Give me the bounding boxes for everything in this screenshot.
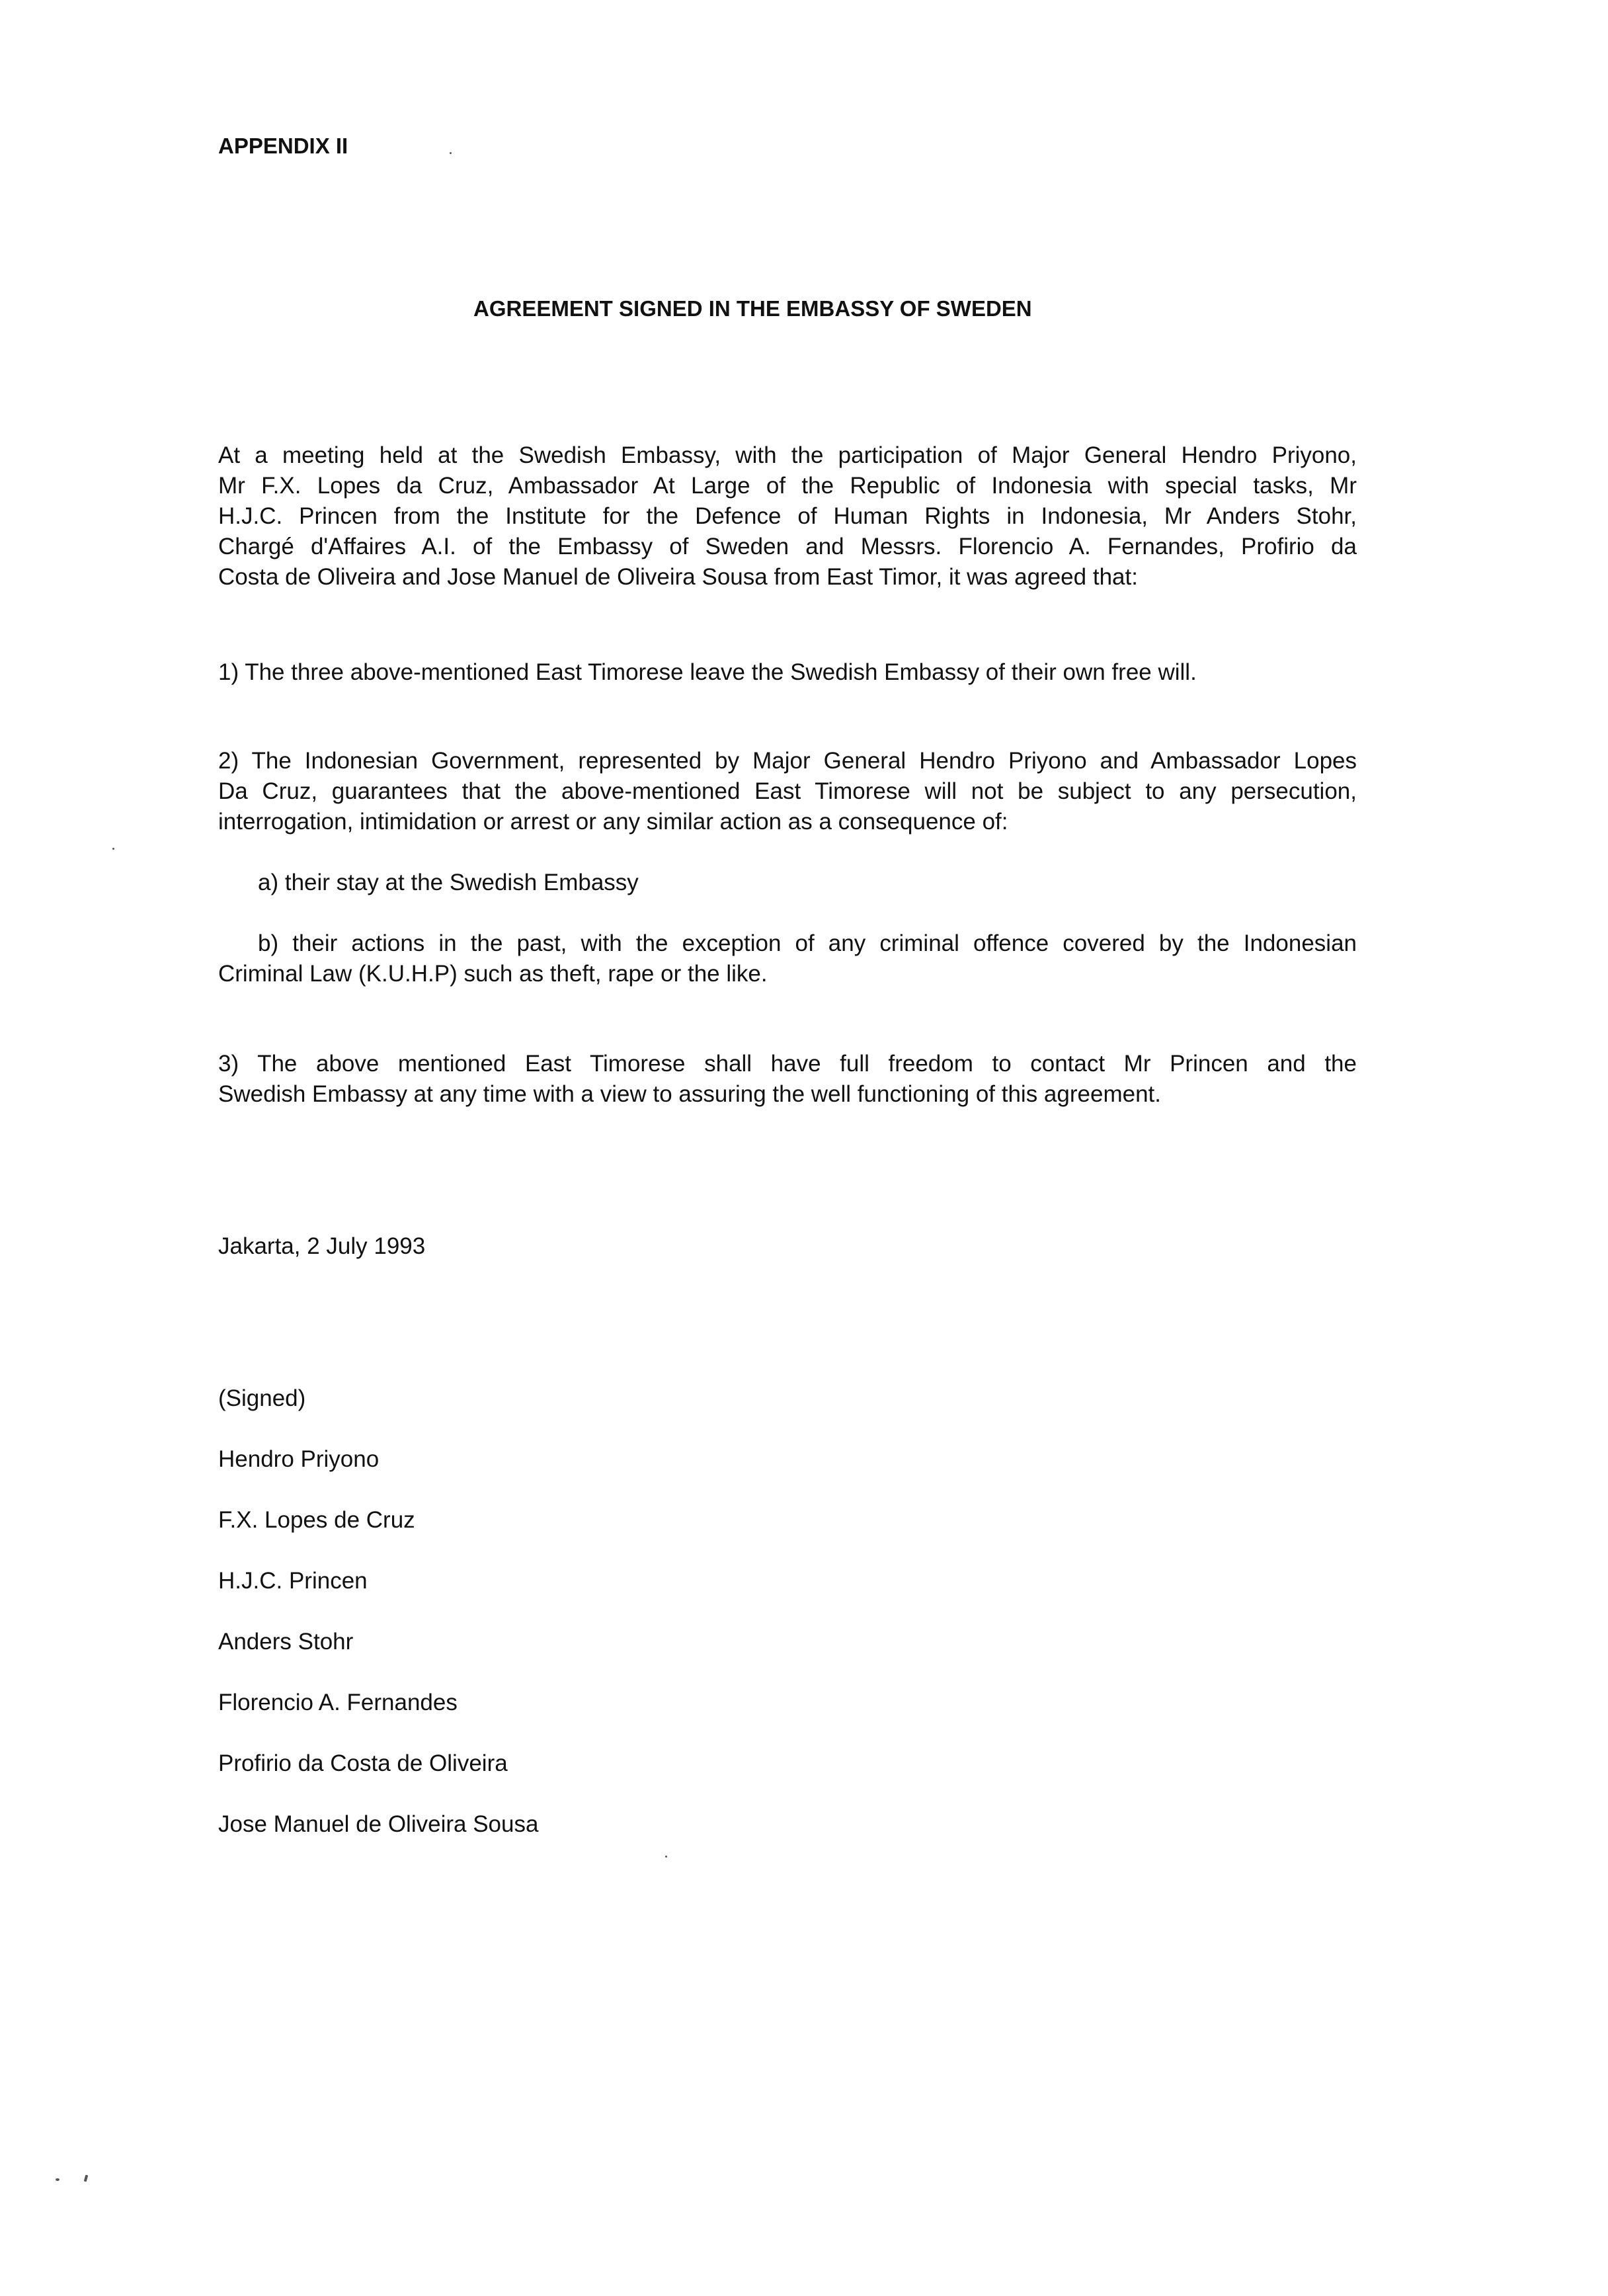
clause-2-sub-a: a) their stay at the Swedish Embassy [258, 870, 639, 895]
scan-speck [56, 2178, 60, 2181]
clause-3-line: Swedish Embassy at any time with a view to assuring the well functioning of this agreement. [218, 1081, 1161, 1107]
clause-2-sub-b-line: b) their actions in the past, with the exception of any criminal offence covered by the Indonesian [258, 930, 1357, 956]
place-date: Jakarta, 2 July 1993 [218, 1233, 426, 1259]
clause-2-line: 2) The Indonesian Government, represented by Major General Hendro Priyono and Ambassador Lopes [218, 748, 1357, 774]
intro-line: Mr F.X. Lopes da Cruz, Ambassador At Large of the Republic of Indonesia with special tasks, Mr [218, 473, 1357, 499]
signatory-name: Profirio da Costa de Oliveira [218, 1750, 508, 1776]
clause-1: 1) The three above-mentioned East Timorese leave the Swedish Embassy of their own free will. [218, 659, 1197, 685]
intro-line: Costa de Oliveira and Jose Manuel de Oliveira Sousa from East Timor, it was agreed that: [218, 564, 1138, 590]
clause-3-line: 3) The above mentioned East Timorese shall have full freedom to contact Mr Princen and the [218, 1051, 1357, 1077]
scan-speck [84, 2175, 88, 2182]
signatory-name: Hendro Priyono [218, 1446, 380, 1472]
scan-speck [665, 1856, 667, 1858]
intro-line: H.J.C. Princen from the Institute for the Defence of Human Rights in Indonesia, Mr Anders Stohr, [218, 503, 1357, 529]
clause-2-sub-b [218, 928, 1357, 989]
appendix-label: APPENDIX II [218, 134, 348, 158]
signed-label: (Signed) [218, 1385, 306, 1411]
document-title: AGREEMENT SIGNED IN THE EMBASSY OF SWEDEN [473, 296, 1032, 321]
clause-2 [218, 746, 1357, 837]
signatory-name: F.X. Lopes de Cruz [218, 1507, 415, 1533]
scan-speck [450, 152, 452, 154]
intro-line: At a meeting held at the Swedish Embassy, with the participation of Major General Hendro Priyono, [218, 442, 1357, 468]
clause-3 [218, 1049, 1357, 1110]
scan-speck [112, 848, 114, 850]
clause-2-line: interrogation, intimidation or arrest or any similar action as a consequence of: [218, 809, 1008, 835]
intro-line: Chargé d'Affaires A.I. of the Embassy of Sweden and Messrs. Florencio A. Fernandes, Profirio da [218, 534, 1357, 559]
signatory-name: Jose Manuel de Oliveira Sousa [218, 1811, 539, 1837]
signatory-name: Anders Stohr [218, 1629, 354, 1655]
signatory-name: H.J.C. Princen [218, 1568, 368, 1594]
intro-paragraph [218, 440, 1357, 593]
signatory-name: Florencio A. Fernandes [218, 1690, 458, 1715]
clause-2-sub-b-line: Criminal Law (K.U.H.P) such as theft, rape or the like. [218, 961, 768, 987]
clause-2-line: Da Cruz, guarantees that the above-mentioned East Timorese will not be subject to any persecution, [218, 778, 1357, 804]
